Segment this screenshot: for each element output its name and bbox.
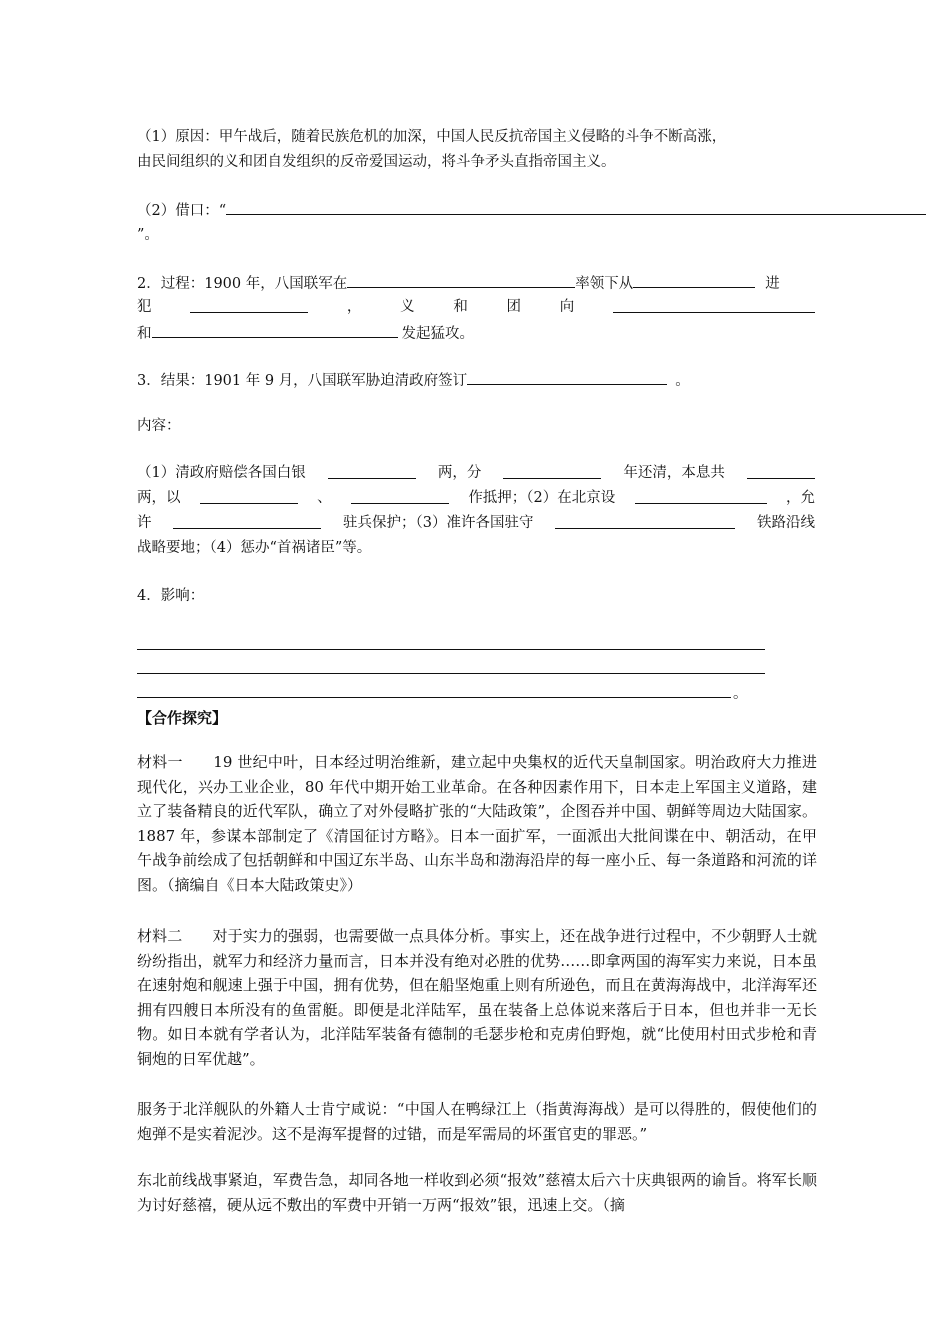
material-four: 东北前线战事紧迫，军费告急，却同各地一样收到必须“报效”慈禧太后六十庆典银两的谕旨。将军长顺为讨好慈禧，硬从远不敷出的军费中开销一万两“报效”银，迅速上交。（摘: [137, 1171, 817, 1214]
content-text-3b: 驻兵保护；（3）准许各国驻守: [343, 515, 534, 531]
coop-heading: 【合作探究】: [137, 709, 228, 727]
cause-line-1: （1）原因：甲午战后，随着民族危机的加深，中国人民反抗帝国主义侵略的斗争不断高涨，: [137, 129, 727, 145]
material-one: 材料一 19 世纪中叶，日本经过明治维新，建立起中央集权的近代天皇制国家。明治政府大力推进现代化，兴办工业企业，80 年代中期开始工业革命。在各种因素作用下，日本走上军国主义道路，建立了装备精良的近代军队，确立了对外侵略扩张的“大陆政策”，企图吞并中国、朝鲜等周边大陆国家。1887 年，参谋本部制定了《清国征讨方略》。日本一面扩军，一面派出大批间谍在中、朝活动，在甲午战争前绘成了包括朝鲜和中国辽东半岛、山东半岛和渤海沿岸的每一座小丘、每一条道路和河流的详图。（摘编自《日本大陆政策史》）: [137, 753, 817, 894]
railway-blank[interactable]: [555, 513, 735, 529]
excuse-blank[interactable]: [226, 199, 926, 215]
process-word-tuan: 团: [506, 299, 522, 315]
excuse-prefix: （2）借口：“: [137, 203, 227, 219]
process-text-3: 进: [765, 276, 780, 292]
process-word-xiang: 向: [559, 299, 575, 315]
collateral-blank-1[interactable]: [200, 488, 298, 504]
years-blank[interactable]: [503, 463, 601, 479]
excuse-line: [137, 199, 926, 221]
result-end: 。: [675, 373, 690, 389]
process-line-2: [137, 297, 815, 317]
content-text-3c: 铁路沿线: [756, 515, 815, 531]
target-blank-3[interactable]: [152, 322, 398, 338]
material-two: 材料二 对于实力的强弱，也需要做一点具体分析。事实上，还在战争进行过程中，不少朝野人士就纷纷指出，就军力和经济力量而言，日本并没有绝对必胜的优势……即拿两国的海军实力来说，日本虽在速射炮和舰速上强于中国，拥有优势，但在船坚炮重上则有所逊色，而且在黄海海战中，北洋海军还拥有四艘日本所没有的鱼雷艇。即便是北洋陆军，虽在装备上总体说来落后于日本，但也并非一无长物。如日本就有学者认为，北洋陆军装备有德制的毛瑟步枪和克虏伯野炮，就“比使用村田式步枪和青铜炮的日军优越”。: [137, 927, 817, 1068]
result-text: 3．结果：1901 年 9 月，八国联军胁迫清政府签订: [137, 373, 468, 389]
impact-blank-1[interactable]: [137, 649, 765, 650]
target-blank-2[interactable]: [613, 297, 815, 313]
process-text-2: 率领下从: [575, 276, 634, 292]
impact-blank-3[interactable]: [137, 697, 731, 698]
silver-blank[interactable]: [328, 463, 416, 479]
impact-end: 。: [733, 686, 748, 702]
process-word-yi: 义: [400, 299, 415, 315]
content-text-3a: 许: [137, 515, 152, 531]
troops-blank[interactable]: [173, 513, 321, 529]
process-text-1: 2．过程：1900 年，八国联军在: [137, 276, 348, 292]
content-text-2b: 、: [317, 490, 332, 506]
process-word-fan: 犯: [137, 299, 152, 315]
impact-label: 4．影响：: [137, 588, 205, 604]
result-line: [137, 369, 690, 391]
content-text-2c: 作抵押；（2）在北京设: [468, 490, 616, 506]
process-word-he: 和: [453, 299, 468, 315]
commander-blank[interactable]: [347, 272, 575, 288]
process-line-1: [137, 272, 780, 294]
content-text-1b: 两，分: [437, 465, 482, 481]
collateral-blank-2[interactable]: [351, 488, 449, 504]
content-line-2: [137, 488, 815, 508]
content-label: 内容：: [137, 418, 181, 434]
process-text-he: 和: [137, 326, 152, 342]
treaty-blank[interactable]: [467, 369, 667, 385]
target-blank-1[interactable]: [190, 297, 308, 313]
impact-blank-2[interactable]: [137, 673, 765, 674]
content-text-2a: 两，以: [137, 490, 181, 506]
content-line-4: 战略要地；（4）惩办“首祸诸臣”等。: [137, 540, 372, 556]
material-three: 服务于北洋舰队的外籍人士肯宁咸说：“中国人在鸭绿江上（指黄海海战）是可以得胜的，假使他们的炮弹不是实着泥沙。这不是海军提督的过错，而是军需局的坏蛋官吏的罪恶。”: [137, 1100, 817, 1143]
cause-line-2: 由民间组织的义和团自发组织的反帝爱国运动，将斗争矛头直指帝国主义。: [137, 154, 616, 170]
excuse-suffix: ”。: [137, 227, 159, 243]
legation-blank[interactable]: [635, 488, 767, 504]
content-line-1: [137, 463, 815, 483]
origin-blank[interactable]: [633, 272, 755, 288]
content-text-1c: 年还清，本息共: [623, 465, 725, 481]
content-text-2d: ，允: [785, 490, 815, 506]
total-blank[interactable]: [747, 463, 815, 479]
process-line-3: [137, 322, 474, 344]
content-text-1a: （1）清政府赔偿各国白银: [137, 465, 306, 481]
content-line-3: [137, 513, 815, 533]
process-text-attack: 发起猛攻。: [401, 326, 474, 342]
process-word-comma: ，: [346, 299, 362, 315]
